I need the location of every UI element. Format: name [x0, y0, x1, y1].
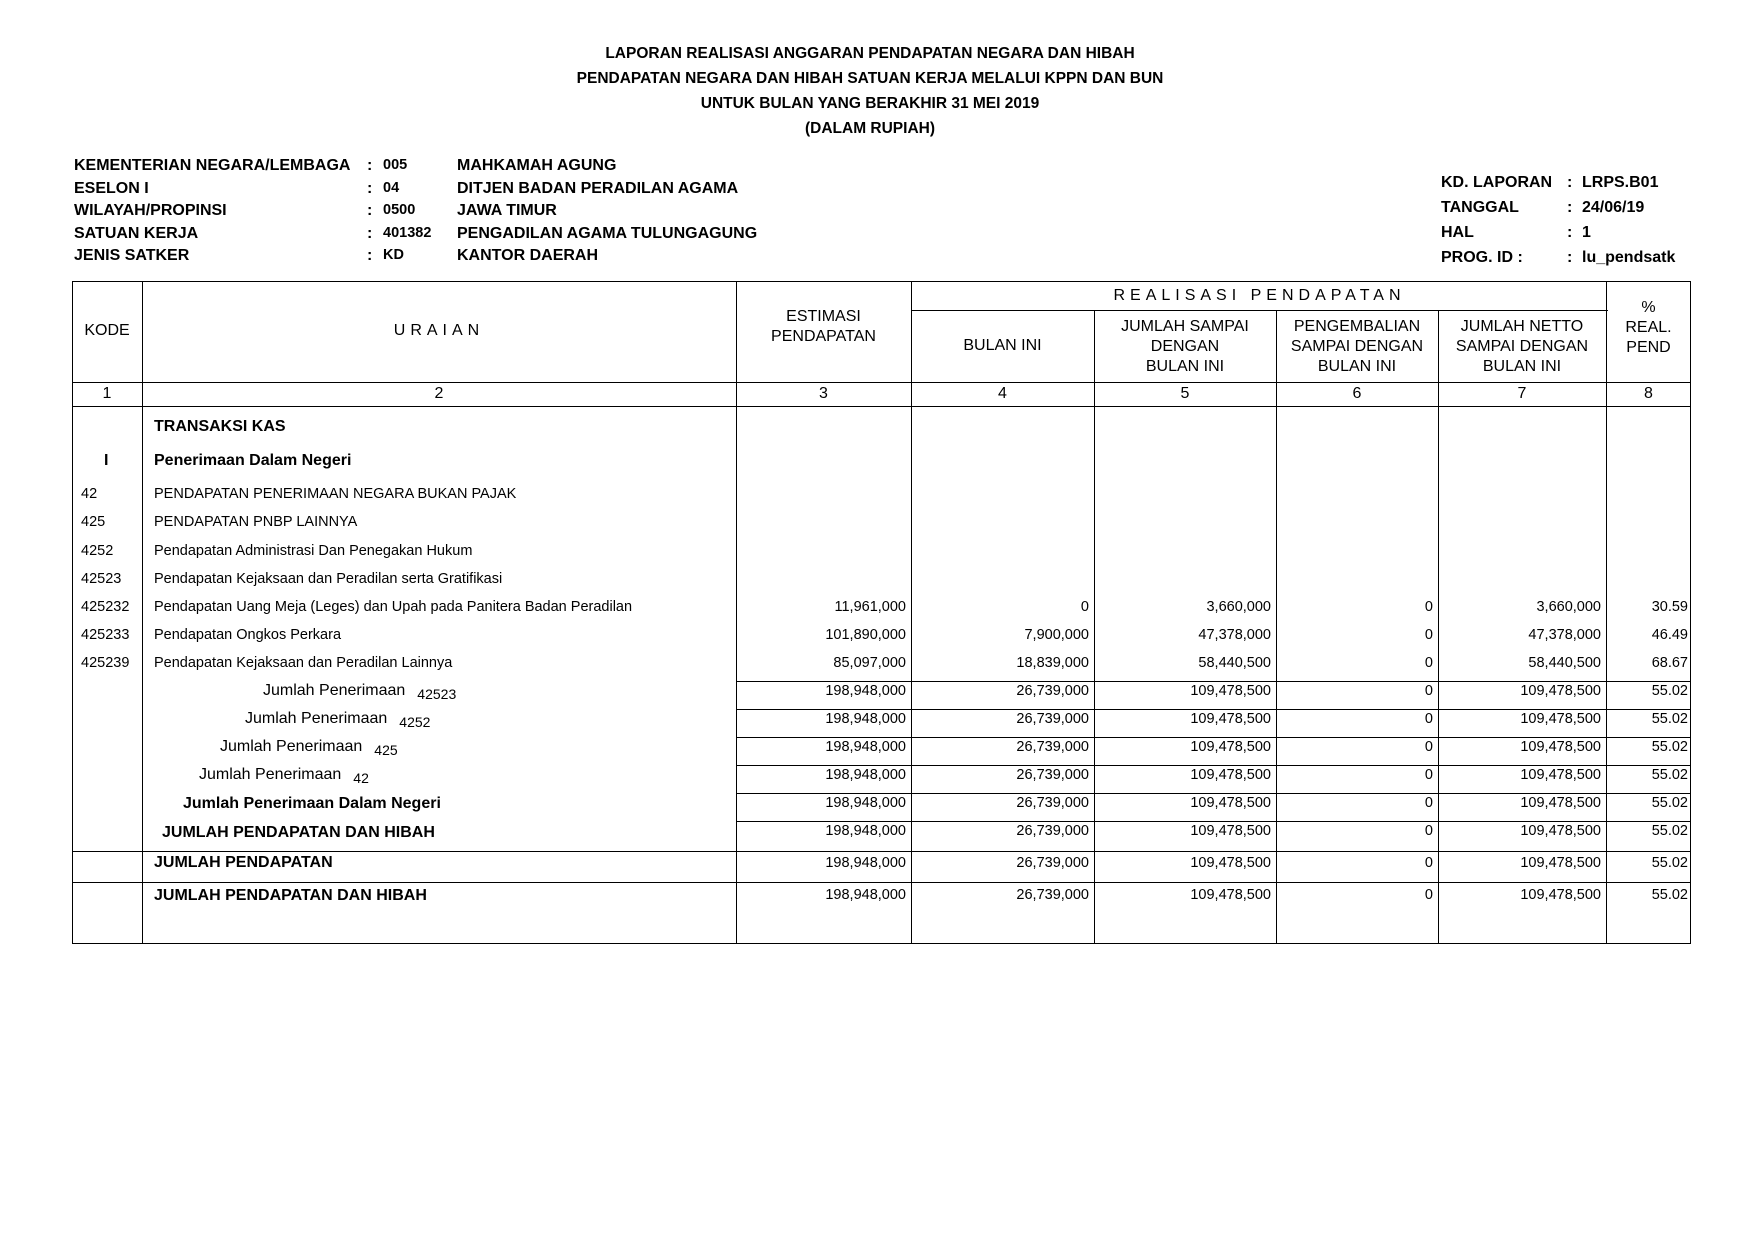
row-desc: PENDAPATAN PENERIMAAN NEGARA BUKAN PAJAK: [154, 486, 517, 502]
meta-label: KD. LAPORAN: [1441, 174, 1553, 191]
report-title: LAPORAN REALISASI ANGGARAN PENDAPATAN NEGARA DAN HIBAH: [605, 45, 1135, 62]
cell-bulan-ini: 7,900,000: [1024, 627, 1089, 643]
cell-jumlah-netto: 109,478,500: [1520, 887, 1601, 903]
total-label: JUMLAH PENDAPATAN DAN HIBAH: [154, 887, 427, 904]
cell-jumlah-sampai: 109,478,500: [1190, 711, 1271, 727]
header-persen: [1606, 298, 1691, 358]
header-line: BULAN INI: [1145, 358, 1225, 375]
cell-estimasi: 198,948,000: [825, 795, 906, 811]
cell-estimasi: 198,948,000: [825, 683, 906, 699]
cell-estimasi: 85,097,000: [833, 655, 906, 671]
cell-jumlah-sampai: 58,440,500: [1198, 655, 1271, 671]
sum-divider: [736, 709, 1691, 710]
meta-label: PROG. ID :: [1441, 249, 1523, 266]
realisasi-divider: [911, 310, 1608, 311]
row-desc: Pendapatan Kejaksaan dan Peradilan Lainnya: [154, 655, 453, 671]
sum-label: [245, 710, 430, 728]
column-number: 6: [1352, 385, 1362, 402]
column-divider: [142, 281, 143, 944]
info-colon: :: [367, 224, 373, 242]
meta-label: HAL: [1441, 224, 1474, 241]
sum-label: [220, 738, 398, 756]
cell-persen: 55.02: [1651, 823, 1688, 839]
cell-jumlah-sampai: 109,478,500: [1190, 795, 1271, 811]
cell-estimasi: 198,948,000: [825, 855, 906, 871]
column-number: 8: [1644, 385, 1653, 402]
header-line: DENGAN: [1150, 338, 1220, 355]
row-desc: Pendapatan Uang Meja (Leges) dan Upah pada Panitera Badan Peradilan: [154, 599, 633, 615]
cell-bulan-ini: 26,739,000: [1016, 739, 1089, 755]
cell-estimasi: 198,948,000: [825, 739, 906, 755]
sum-label: JUMLAH PENDAPATAN DAN HIBAH: [162, 824, 435, 841]
header-line: PEND: [1626, 339, 1671, 356]
header-line: SAMPAI DENGAN: [1290, 338, 1424, 355]
cell-bulan-ini: 26,739,000: [1016, 683, 1089, 699]
sum-label-code: 425: [374, 742, 398, 758]
sum-divider: [736, 765, 1691, 766]
info-name: MAHKAMAH AGUNG: [457, 157, 617, 174]
section-penerimaan: Penerimaan Dalam Negeri: [154, 452, 352, 469]
row-desc: PENDAPATAN PNBP LAINNYA: [154, 514, 358, 530]
cell-pengembalian: 0: [1424, 683, 1433, 699]
meta-value: 24/06/19: [1582, 199, 1645, 216]
cell-bulan-ini: 26,739,000: [1016, 855, 1089, 871]
cell-jumlah-netto: 109,478,500: [1520, 767, 1601, 783]
total-divider: [72, 851, 1691, 852]
info-label: ESELON I: [74, 179, 149, 197]
cell-persen: 68.67: [1651, 655, 1688, 671]
cell-pengembalian: 0: [1424, 767, 1433, 783]
cell-estimasi: 101,890,000: [825, 627, 906, 643]
row-code: 42523: [81, 571, 122, 587]
cell-jumlah-netto: 109,478,500: [1520, 711, 1601, 727]
meta-colon: :: [1567, 199, 1573, 216]
header-pengembalian: [1276, 317, 1438, 377]
cell-pengembalian: 0: [1424, 627, 1433, 643]
info-code: 04: [383, 179, 400, 196]
row-desc: Pendapatan Administrasi Dan Penegakan Hukum: [154, 543, 473, 559]
meta-value: 1: [1582, 224, 1591, 241]
cell-persen: 55.02: [1651, 887, 1688, 903]
info-code: 005: [383, 157, 408, 173]
cell-persen: 55.02: [1651, 739, 1688, 755]
cell-persen: 46.49: [1651, 627, 1688, 643]
total-label: JUMLAH PENDAPATAN: [154, 854, 333, 871]
cell-jumlah-sampai: 109,478,500: [1190, 887, 1271, 903]
info-code: KD: [383, 247, 404, 263]
info-code: 0500: [383, 202, 416, 218]
cell-jumlah-sampai: 109,478,500: [1190, 767, 1271, 783]
total-divider: [72, 882, 1691, 883]
header-estimasi-line: ESTIMASI: [786, 308, 861, 325]
meta-value: lu_pendsatk: [1582, 249, 1676, 266]
column-number: 5: [1180, 385, 1190, 402]
cell-persen: 55.02: [1651, 767, 1688, 783]
cell-jumlah-netto: 47,378,000: [1528, 627, 1601, 643]
sum-divider: [736, 793, 1691, 794]
sum-label: [263, 682, 456, 700]
info-colon: :: [367, 157, 373, 174]
sum-label: [199, 766, 369, 784]
sum-divider: [736, 737, 1691, 738]
column-number: 4: [998, 385, 1007, 402]
cell-bulan-ini: 26,739,000: [1016, 887, 1089, 903]
row-code: 4252: [81, 543, 114, 559]
cell-persen: 55.02: [1651, 855, 1688, 871]
column-number: 7: [1517, 385, 1527, 402]
cell-bulan-ini: 26,739,000: [1016, 823, 1089, 839]
cell-jumlah-sampai: 47,378,000: [1198, 627, 1271, 643]
cell-persen: 55.02: [1651, 711, 1688, 727]
header-line: REAL.: [1625, 319, 1672, 336]
cell-pengembalian: 0: [1424, 711, 1433, 727]
header-estimasi-line: PENDAPATAN: [771, 328, 876, 345]
info-name: KANTOR DAERAH: [457, 247, 599, 264]
cell-bulan-ini: 26,739,000: [1016, 767, 1089, 783]
row-code: 425232: [81, 599, 130, 615]
report-currency: (DALAM RUPIAH): [804, 120, 935, 137]
info-colon: :: [367, 202, 373, 219]
cell-jumlah-netto: 109,478,500: [1520, 683, 1601, 699]
column-number-divider: [72, 406, 1691, 407]
sum-divider: [736, 821, 1691, 822]
header-uraian: URAIAN: [393, 322, 485, 339]
report-titles: [0, 41, 1740, 141]
header-divider: [72, 382, 1691, 383]
sum-label-code: 42: [353, 770, 369, 786]
cell-persen: 55.02: [1651, 795, 1688, 811]
meta-colon: :: [1567, 249, 1573, 266]
info-label: JENIS SATKER: [74, 247, 190, 264]
cell-pengembalian: 0: [1424, 823, 1433, 839]
sum-label: Jumlah Penerimaan Dalam Negeri: [183, 795, 441, 812]
row-desc: Pendapatan Kejaksaan dan Peradilan serta Gratifikasi: [154, 571, 503, 587]
info-colon: :: [367, 179, 373, 197]
info-label: WILAYAH/PROPINSI: [74, 202, 227, 219]
cell-estimasi: 198,948,000: [825, 823, 906, 839]
cell-jumlah-sampai: 109,478,500: [1190, 823, 1271, 839]
column-number: 3: [819, 385, 828, 402]
cell-jumlah-netto: 3,660,000: [1536, 599, 1601, 615]
report-period: UNTUK BULAN YANG BERAKHIR 31 MEI 2019: [700, 95, 1040, 112]
header-line: BULAN INI: [1482, 358, 1562, 375]
sum-divider: [736, 681, 1691, 682]
meta-value: LRPS.B01: [1582, 174, 1659, 191]
cell-persen: 55.02: [1651, 683, 1688, 699]
sum-label-text: Jumlah Penerimaan: [245, 710, 388, 727]
cell-estimasi: 198,948,000: [825, 711, 906, 727]
sum-label-code: 4252: [399, 714, 431, 730]
row-desc: Pendapatan Ongkos Perkara: [154, 627, 342, 643]
cell-pengembalian: 0: [1424, 655, 1433, 671]
sum-label-code: 42523: [417, 686, 457, 702]
info-label: SATUAN KERJA: [74, 224, 199, 242]
section-transaksi-kas: TRANSAKSI KAS: [154, 418, 286, 435]
row-code: 42: [81, 486, 98, 502]
cell-jumlah-sampai: 109,478,500: [1190, 683, 1271, 699]
sum-label-text: Jumlah Penerimaan: [263, 682, 406, 699]
cell-jumlah-sampai: 3,660,000: [1206, 599, 1271, 615]
meta-colon: :: [1567, 174, 1573, 191]
cell-pengembalian: 0: [1424, 739, 1433, 755]
meta-label: TANGGAL: [1441, 199, 1519, 216]
cell-bulan-ini: 26,739,000: [1016, 795, 1089, 811]
header-line: %: [1641, 299, 1656, 316]
header-jumlah-netto: [1438, 317, 1606, 377]
sum-label-text: Jumlah Penerimaan: [199, 766, 342, 783]
cell-jumlah-netto: 109,478,500: [1520, 739, 1601, 755]
cell-bulan-ini: 18,839,000: [1016, 655, 1089, 671]
row-code: 425239: [81, 655, 130, 671]
header-jumlah-sampai: [1094, 317, 1276, 377]
info-name: JAWA TIMUR: [457, 202, 557, 219]
cell-estimasi: 198,948,000: [825, 887, 906, 903]
column-number: 1: [102, 385, 112, 402]
cell-jumlah-netto: 109,478,500: [1520, 823, 1601, 839]
info-name: DITJEN BADAN PERADILAN AGAMA: [457, 179, 739, 197]
header-line: JUMLAH NETTO: [1460, 318, 1584, 335]
cell-jumlah-sampai: 109,478,500: [1190, 739, 1271, 755]
header-realisasi: REALISASI PENDAPATAN: [1113, 287, 1406, 304]
cell-bulan-ini: 26,739,000: [1016, 711, 1089, 727]
cell-pengembalian: 0: [1424, 855, 1433, 871]
meta-colon: :: [1567, 224, 1573, 241]
cell-estimasi: 198,948,000: [825, 767, 906, 783]
cell-bulan-ini: 0: [1080, 599, 1089, 615]
info-label: KEMENTERIAN NEGARA/LEMBAGA: [74, 157, 351, 174]
cell-jumlah-sampai: 109,478,500: [1190, 855, 1271, 871]
info-code: 401382: [383, 224, 432, 241]
info-colon: :: [367, 247, 373, 264]
cell-pengembalian: 0: [1424, 887, 1433, 903]
header-bulan-ini: BULAN INI: [963, 337, 1042, 354]
header-line: SAMPAI DENGAN: [1455, 338, 1589, 355]
cell-pengembalian: 0: [1424, 795, 1433, 811]
row-code: 425: [81, 514, 106, 530]
cell-pengembalian: 0: [1424, 599, 1433, 615]
section-roman: I: [104, 452, 109, 469]
cell-jumlah-netto: 109,478,500: [1520, 795, 1601, 811]
row-code: 425233: [81, 627, 130, 643]
header-estimasi: [736, 307, 911, 347]
cell-estimasi: 11,961,000: [834, 599, 906, 615]
header-line: BULAN INI: [1317, 358, 1397, 375]
header-kode: KODE: [84, 322, 130, 339]
sum-label-text: Jumlah Penerimaan: [220, 738, 363, 755]
column-number: 2: [434, 385, 444, 402]
cell-jumlah-netto: 109,478,500: [1520, 855, 1601, 871]
header-line: PENGEMBALIAN: [1293, 318, 1421, 335]
info-name: PENGADILAN AGAMA TULUNGAGUNG: [457, 224, 758, 242]
header-line: JUMLAH SAMPAI: [1121, 318, 1249, 335]
cell-jumlah-netto: 58,440,500: [1528, 655, 1601, 671]
cell-persen: 30.59: [1651, 599, 1688, 615]
report-subtitle: PENDAPATAN NEGARA DAN HIBAH SATUAN KERJA MELALUI KPPN DAN BUN: [576, 70, 1164, 87]
